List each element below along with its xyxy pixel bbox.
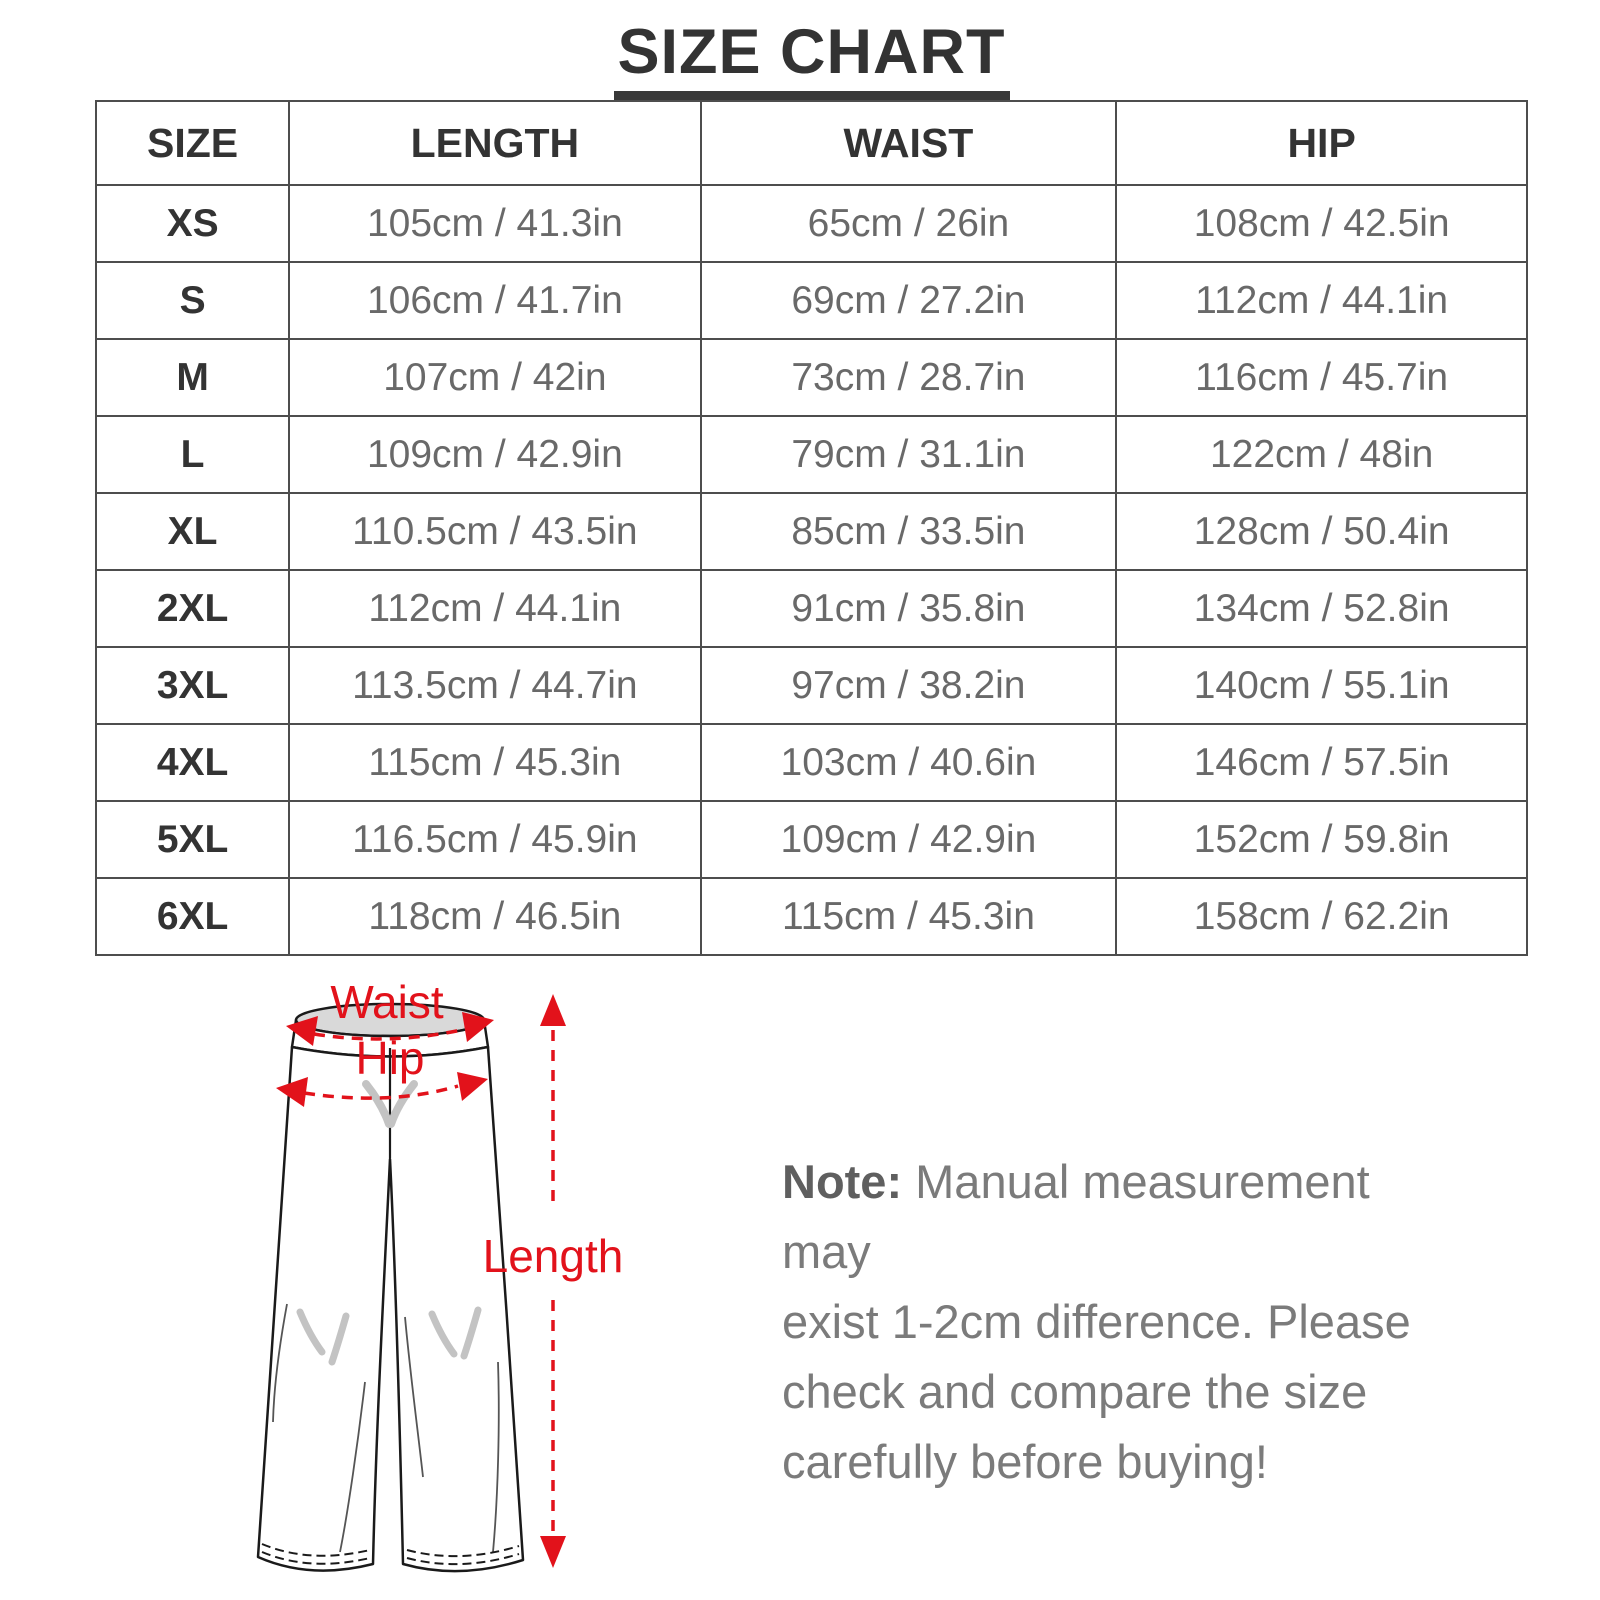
waist-cell: 97cm / 38.2in <box>701 647 1117 724</box>
size-cell: 6XL <box>96 878 289 955</box>
note-line-3: check and compare the size <box>782 1365 1368 1418</box>
note-line-1: Note: Manual measurement may <box>782 1155 1370 1278</box>
length-cell: 112cm / 44.1in <box>289 570 700 647</box>
hip-label: Hip <box>355 1032 425 1084</box>
size-cell: XL <box>96 493 289 570</box>
hip-cell: 158cm / 62.2in <box>1116 878 1527 955</box>
length-cell: 115cm / 45.3in <box>289 724 700 801</box>
note-line-4: carefully before buying! <box>782 1435 1268 1488</box>
length-cell: 109cm / 42.9in <box>289 416 700 493</box>
waist-cell: 109cm / 42.9in <box>701 801 1117 878</box>
hip-cell: 112cm / 44.1in <box>1116 262 1527 339</box>
size-cell: L <box>96 416 289 493</box>
pants-measurement-diagram <box>170 952 650 1600</box>
waist-cell: 85cm / 33.5in <box>701 493 1117 570</box>
waist-cell: 115cm / 45.3in <box>701 878 1117 955</box>
size-cell: 5XL <box>96 801 289 878</box>
hip-cell: 140cm / 55.1in <box>1116 647 1527 724</box>
table-row <box>96 339 1527 416</box>
table-row <box>96 801 1527 878</box>
length-arrowhead-top <box>540 994 566 1026</box>
table-row <box>96 262 1527 339</box>
length-cell: 110.5cm / 43.5in <box>289 493 700 570</box>
hip-cell: 122cm / 48in <box>1116 416 1527 493</box>
hip-cell: 134cm / 52.8in <box>1116 570 1527 647</box>
waist-cell: 73cm / 28.7in <box>701 339 1117 416</box>
table-row <box>96 724 1527 801</box>
hip-cell: 128cm / 50.4in <box>1116 493 1527 570</box>
waist-cell: 65cm / 26in <box>701 185 1117 262</box>
table-row <box>96 570 1527 647</box>
header-size: SIZE <box>96 101 289 185</box>
waist-cell: 103cm / 40.6in <box>701 724 1117 801</box>
length-cell: 118cm / 46.5in <box>289 878 700 955</box>
page-title: SIZE CHART <box>614 16 1010 100</box>
table-row <box>96 493 1527 570</box>
waist-label: Waist <box>330 976 444 1028</box>
hip-cell: 152cm / 59.8in <box>1116 801 1527 878</box>
table-row <box>96 647 1527 724</box>
waist-cell: 69cm / 27.2in <box>701 262 1117 339</box>
table-header-row <box>96 101 1527 185</box>
table-row <box>96 185 1527 262</box>
size-cell: XS <box>96 185 289 262</box>
length-cell: 106cm / 41.7in <box>289 262 700 339</box>
note-prefix: Note: <box>782 1155 903 1208</box>
hip-cell: 108cm / 42.5in <box>1116 185 1527 262</box>
hip-cell: 146cm / 57.5in <box>1116 724 1527 801</box>
waist-cell: 79cm / 31.1in <box>701 416 1117 493</box>
table-row <box>96 878 1527 955</box>
length-cell: 105cm / 41.3in <box>289 185 700 262</box>
hip-cell: 116cm / 45.7in <box>1116 339 1527 416</box>
size-cell: M <box>96 339 289 416</box>
header-length: LENGTH <box>289 101 700 185</box>
length-cell: 107cm / 42in <box>289 339 700 416</box>
length-cell: 113.5cm / 44.7in <box>289 647 700 724</box>
size-cell: 4XL <box>96 724 289 801</box>
note-line-2: exist 1-2cm difference. Please <box>782 1295 1411 1348</box>
note-text <box>782 1147 1422 1497</box>
page-title-wrap <box>95 16 1528 100</box>
size-cell: 2XL <box>96 570 289 647</box>
length-arrowhead-bottom <box>540 1536 566 1568</box>
size-cell: S <box>96 262 289 339</box>
size-table <box>95 100 1528 956</box>
waist-cell: 91cm / 35.8in <box>701 570 1117 647</box>
header-hip: HIP <box>1116 101 1527 185</box>
size-cell: 3XL <box>96 647 289 724</box>
length-label: Length <box>482 1230 624 1282</box>
header-waist: WAIST <box>701 101 1117 185</box>
length-cell: 116.5cm / 45.9in <box>289 801 700 878</box>
table-row <box>96 416 1527 493</box>
